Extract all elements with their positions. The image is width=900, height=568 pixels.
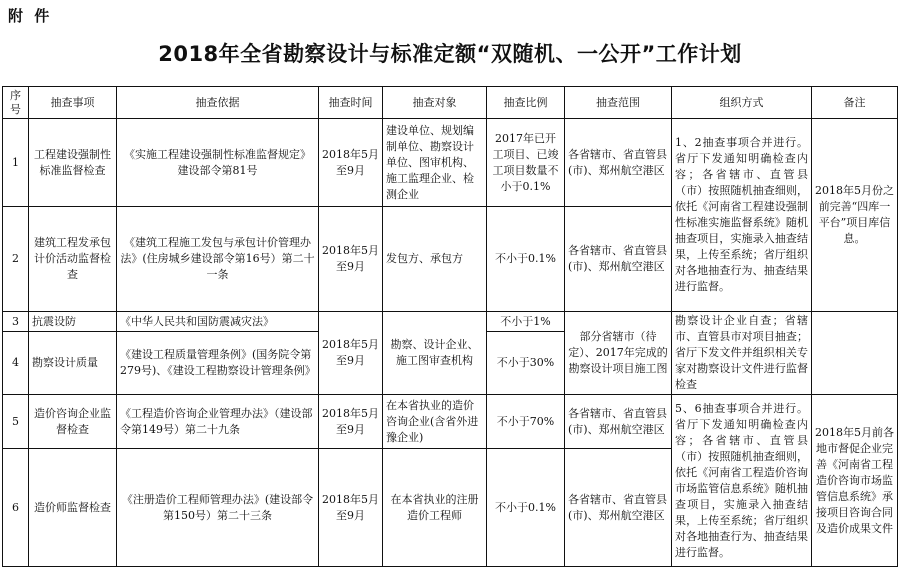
row-target: 建设单位、规划编制单位、勘察设计单位、图审机构、施工监理企业、检测企业 [383, 119, 487, 207]
row-ratio: 不小于30% [487, 332, 565, 395]
row-no: 6 [3, 449, 29, 567]
page-title: 2018年全省勘察设计与标准定额“双随机、一公开”工作计划 [158, 42, 742, 66]
row-ratio: 不小于0.1% [487, 449, 565, 567]
row-time: 2018年5月至9月 [319, 395, 383, 449]
row-basis: 《中华人民共和国防震减灾法》 [117, 312, 319, 332]
row-basis: 《建设工程质量管理条例》(国务院令第279号)、《建设工程勘察设计管理条例》 [117, 332, 319, 395]
row-item: 抗震设防 [29, 312, 117, 332]
row-target: 发包方、承包方 [383, 207, 487, 312]
row-no: 4 [3, 332, 29, 395]
row-no: 3 [3, 312, 29, 332]
row-item: 造价咨询企业监督检查 [29, 395, 117, 449]
row-method: 勘察设计企业自查；省辖市、直管县市对项目抽查；省厅下发文件并组织相关专家对勘察设计文件进行监督检查 [672, 312, 812, 395]
row-scope: 部分省辖市（待定）、2017年完成的勘察设计项目施工图 [565, 312, 672, 395]
row-ratio: 不小于1% [487, 312, 565, 332]
header-ratio: 抽查比例 [487, 87, 565, 119]
row-no: 1 [3, 119, 29, 207]
header-no: 序号 [3, 87, 29, 119]
row-item: 建筑工程发承包计价活动监督检查 [29, 207, 117, 312]
row-target: 在本省执业的造价咨询企业(含省外进豫企业) [383, 395, 487, 449]
row-target: 在本省执业的注册造价工程师 [383, 449, 487, 567]
attachment-label: 附 件 [8, 7, 53, 25]
row-no: 5 [3, 395, 29, 449]
row-scope: 各省辖市、省直管县(市)、郑州航空港区 [565, 207, 672, 312]
header-note: 备注 [812, 87, 898, 119]
table-row [3, 312, 898, 332]
header-target: 抽查对象 [383, 87, 487, 119]
row-time: 2018年5月至9月 [319, 119, 383, 207]
header-item: 抽查事项 [29, 87, 117, 119]
table-row [3, 395, 898, 449]
row-scope: 各省辖市、省直管县(市)、郑州航空港区 [565, 395, 672, 449]
row-basis: 《注册造价工程师管理办法》(建设部令第150号）第二十三条 [117, 449, 319, 567]
row-time: 2018年5月至9月 [319, 449, 383, 567]
row-method: 1、2抽查事项合并进行。省厅下发通知明确检查内容；各省辖市、直管县（市）按照随机抽查细则，依托《河南省工程建设强制性标准实施监督系统》随机抽查项目，实施录入抽查结果，上传至系统；省厅组织对各地抽查行为、抽查结果进行监督。 [672, 119, 812, 312]
row-basis: 《工程造价咨询企业管理办法》（建设部令第149号）第二十九条 [117, 395, 319, 449]
table-header-row [3, 87, 898, 119]
row-ratio: 不小于0.1% [487, 207, 565, 312]
row-basis: 《建筑工程施工发包与承包计价管理办法》(住房城乡建设部令第16号）第二十一条 [117, 207, 319, 312]
row-no: 2 [3, 207, 29, 312]
row-item: 勘察设计质量 [29, 332, 117, 395]
row-ratio: 2017年已开工项目、已竣工项目数量不小于0.1% [487, 119, 565, 207]
row-scope: 各省辖市、省直管县(市)、郑州航空港区 [565, 449, 672, 567]
row-note: 2018年5月前各地市督促企业完善《河南省工程造价咨询市场监管信息系统》承接项目咨询合同及造价成果文件 [812, 395, 898, 567]
row-ratio: 不小于70% [487, 395, 565, 449]
row-basis: 《实施工程建设强制性标准监督规定》建设部令第81号 [117, 119, 319, 207]
row-scope: 各省辖市、省直管县(市)、郑州航空港区 [565, 119, 672, 207]
work-plan-table [2, 86, 898, 567]
row-time: 2018年5月至9月 [319, 312, 383, 395]
row-target: 勘察、设计企业、施工图审查机构 [383, 312, 487, 395]
row-item: 工程建设强制性标准监督检查 [29, 119, 117, 207]
row-method: 5、6抽查事项合并进行。省厅下发通知明确检查内容；各省辖市、直管县（市）按照随机抽查细则，依托《河南省工程造价咨询市场监管信息系统》随机抽查项目，实施录入抽查结果，上传至系统；省厅组织对各地抽查行为、抽查结果进行监督。 [672, 395, 812, 567]
header-time: 抽查时间 [319, 87, 383, 119]
header-basis: 抽查依据 [117, 87, 319, 119]
table-row [3, 119, 898, 207]
row-time: 2018年5月至9月 [319, 207, 383, 312]
header-method: 组织方式 [672, 87, 812, 119]
row-item: 造价师监督检查 [29, 449, 117, 567]
row-note: 2018年5月份之前完善“四库一平台”项目库信息。 [812, 119, 898, 312]
header-scope: 抽查范围 [565, 87, 672, 119]
row-note-empty [812, 312, 898, 395]
